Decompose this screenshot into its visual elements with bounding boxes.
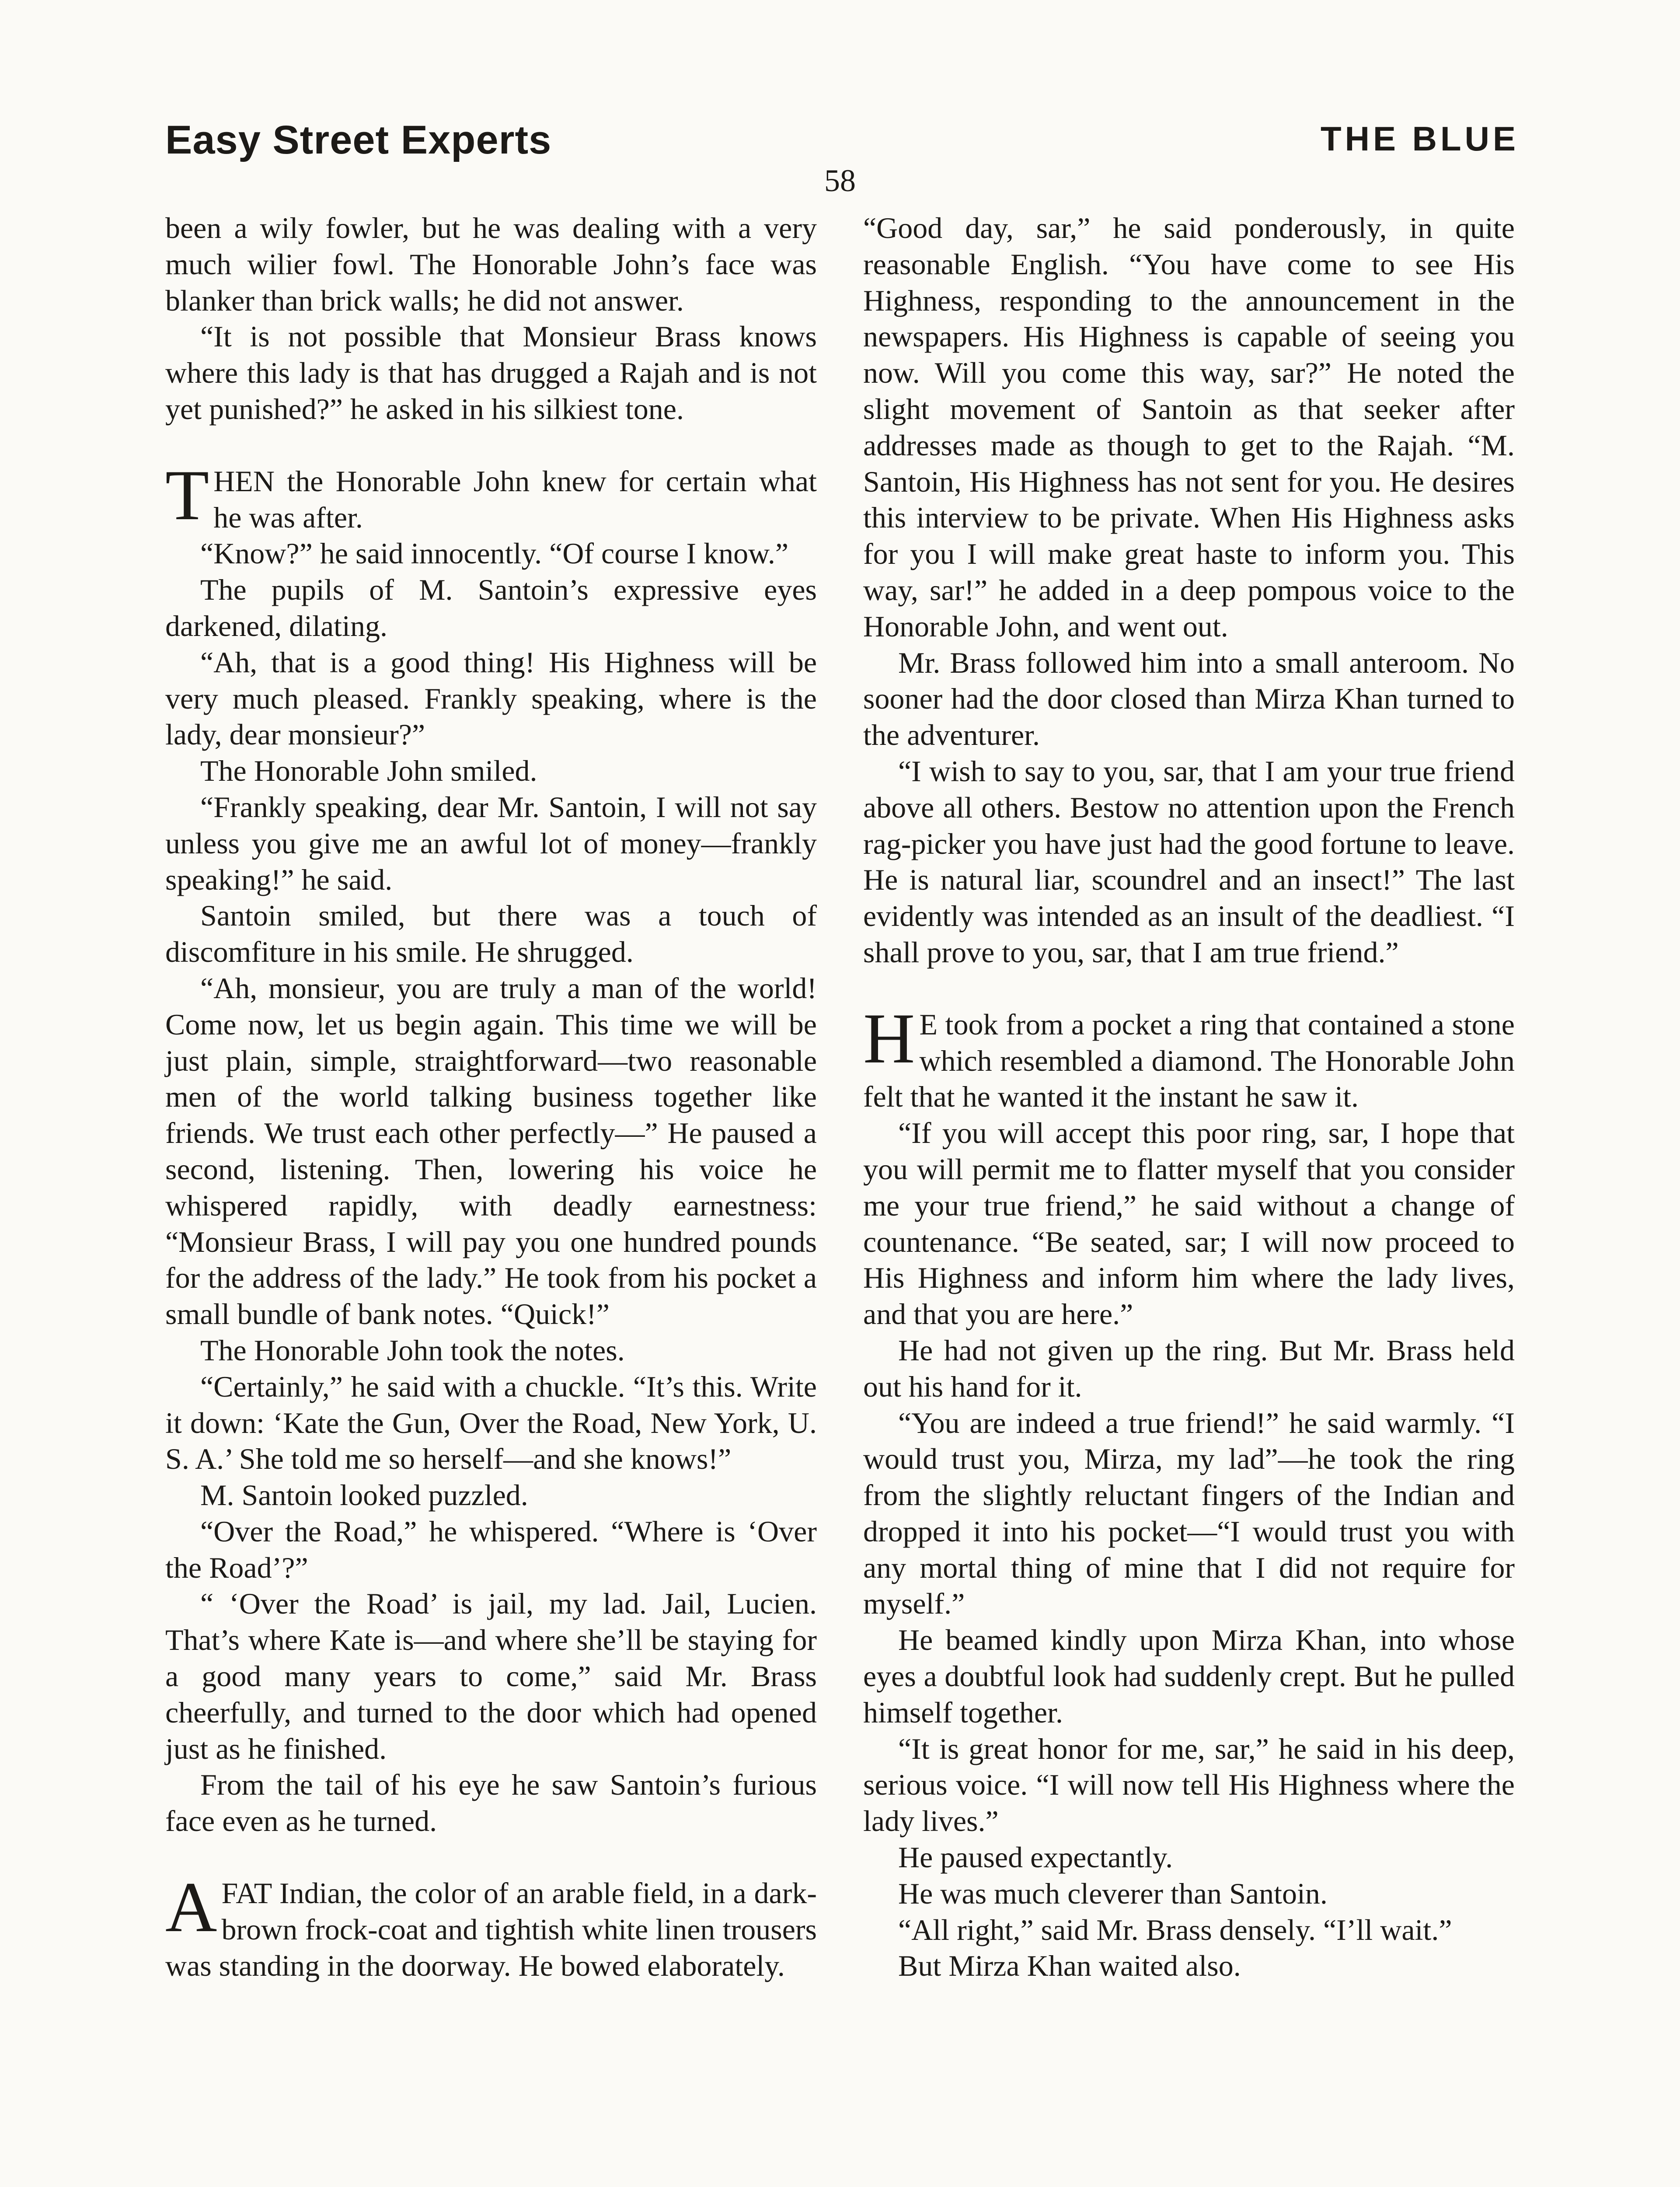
paragraph: “It is not possible that Monsieur Brass knows where this lady is that has drugged a Rajah and is not yet punished?” he asked in his silkiest tone. xyxy=(165,320,817,426)
paragraph: He was much cleverer than Santoin. xyxy=(898,1876,1328,1910)
paragraph: The Honorable John took the notes. xyxy=(200,1333,625,1367)
paragraph: M. Santoin looked puzzled. xyxy=(200,1478,528,1512)
paragraph: “Ah, monsieur, you are truly a man of the world! Come now, let us begin again. This time we will be just plain, simple, straightforward—two reasonable men of the world talking business together like friends. We trust each other perfectly—” He paused a second, listening. Then, lowering his voice he whispered rapidly, with deadly earnestness: “Monsieur Brass, I will pay you one hundred pounds for the address of the lady.” He took from his pocket a small bundle of bank notes. “Quick!” xyxy=(165,971,817,1331)
paragraph: “If you will accept this poor ring, sar, I hope that you will permit me to flatter myself that you consider me your true friend,” he said without a change of countenance. “Be seated, sar; I will now proceed to His Highness and inform him where the lady lives, and that you are here.” xyxy=(863,1116,1515,1331)
magazine-title: THE BLUE xyxy=(1321,119,1519,158)
paragraph: “Good day, sar,” he said ponderously, in quite reasonable English. “You have come to see His Highness, responding to the announcement in the newspapers. His Highness is capable of seeing you now. Will you come this way, sar?” He noted the slight movement of Santoin as that seeker after addresses made as though to get to the Rajah. “M. Santoin, His Highness has not sent for you. He desires this interview to be private. When His Highness asks for you I will make great haste to inform you. This way, sar!” he added in a deep pompous voice to the Honorable John, and went out. xyxy=(863,211,1515,643)
section-paragraph xyxy=(165,455,817,536)
paragraph-text: E took from a pocket a ring that contained a stone which resembled a diamond. The Honorable John felt that he wanted it the instant he saw it. xyxy=(863,1007,1515,1114)
paragraph: “Know?” he said innocently. “Of course I know.” xyxy=(200,537,789,570)
paragraph: “Frankly speaking, dear Mr. Santoin, I will not say unless you give me an awful lot of money—frankly speaking!” he said. xyxy=(165,790,817,896)
paragraph: “I wish to say to you, sar, that I am your true friend above all others. Bestow no attention upon the French rag-picker you have just had the good fortune to leave. He is natural liar, scoundrel and an insect!” The last evidently was intended as an insult of the deadliest. “I shall prove to you, sar, that I am true friend.” xyxy=(863,754,1515,969)
paragraph: “ ‘Over the Road’ is jail, my lad. Jail, Lucien. That’s where Kate is—and where she’ll be staying for a good many years to come,” said Mr. Brass cheerfully, and turned to the door which had opened just as he finished. xyxy=(165,1587,817,1765)
paragraph: The pupils of M. Santoin’s expressive eyes darkened, dilating. xyxy=(165,573,817,643)
paragraph: been a wily fowler, but he was dealing with a very much wilier fowl. The Honorable John’s face was blanker than brick walls; he did not answer. xyxy=(165,211,817,317)
running-head-title: Easy Street Experts xyxy=(165,118,552,162)
paragraph: Santoin smiled, but there was a touch of discomfiture in his smile. He shrugged. xyxy=(165,899,817,969)
section-paragraph xyxy=(863,999,1515,1115)
drop-cap: A xyxy=(165,1868,217,1947)
paragraph: He had not given up the ring. But Mr. Brass held out his hand for it. xyxy=(863,1333,1515,1403)
drop-cap: T xyxy=(165,455,209,535)
right-column xyxy=(863,210,1515,1984)
paragraph-text: HEN the Honorable John knew for certain what he was after. xyxy=(213,464,817,534)
paragraph: “Certainly,” he said with a chuckle. “It’s this. Write it down: ‘Kate the Gun, Over the Road, New York, U. S. A.’ She told me so herself—and she knows!” xyxy=(165,1369,817,1476)
paragraph: From the tail of his eye he saw Santoin’s furious face even as he turned. xyxy=(165,1768,817,1838)
page-number: 58 xyxy=(824,163,856,198)
paragraph-text: FAT Indian, the color of an arable field, in a dark-brown frock-coat and tightish white linen trousers was standing in the doorway. He bowed elaborately. xyxy=(165,1876,817,1982)
paragraph: “You are indeed a true friend!” he said warmly. “I would trust you, Mirza, my lad”—he took the ring from the slightly reluctant fingers of the Indian and dropped it into his pocket—“I would trust you with any mortal thing of mine that I did not require for myself.” xyxy=(863,1406,1515,1621)
paragraph: “It is great honor for me, sar,” he said in his deep, serious voice. “I will now tell His Highness where the lady lives.” xyxy=(863,1732,1515,1838)
paragraph: The Honorable John smiled. xyxy=(200,754,537,788)
paragraph: But Mirza Khan waited also. xyxy=(898,1949,1241,1983)
left-column xyxy=(165,210,817,1984)
paragraph: He beamed kindly upon Mirza Khan, into whose eyes a doubtful look had suddenly crept. But he pulled himself together. xyxy=(863,1623,1515,1729)
paragraph: “Over the Road,” he whispered. “Where is ‘Over the Road’?” xyxy=(165,1514,817,1584)
paragraph: Mr. Brass followed him into a small anteroom. No sooner had the door closed than Mirza Khan turned to the adventurer. xyxy=(863,646,1515,752)
section-paragraph xyxy=(165,1868,817,1984)
drop-cap: H xyxy=(863,999,915,1078)
paragraph: “All right,” said Mr. Brass densely. “I’ll wait.” xyxy=(898,1913,1452,1946)
paragraph: He paused expectantly. xyxy=(898,1841,1173,1874)
paragraph: “Ah, that is a good thing! His Highness will be very much pleased. Frankly speaking, where is the lady, dear monsieur?” xyxy=(165,645,817,751)
